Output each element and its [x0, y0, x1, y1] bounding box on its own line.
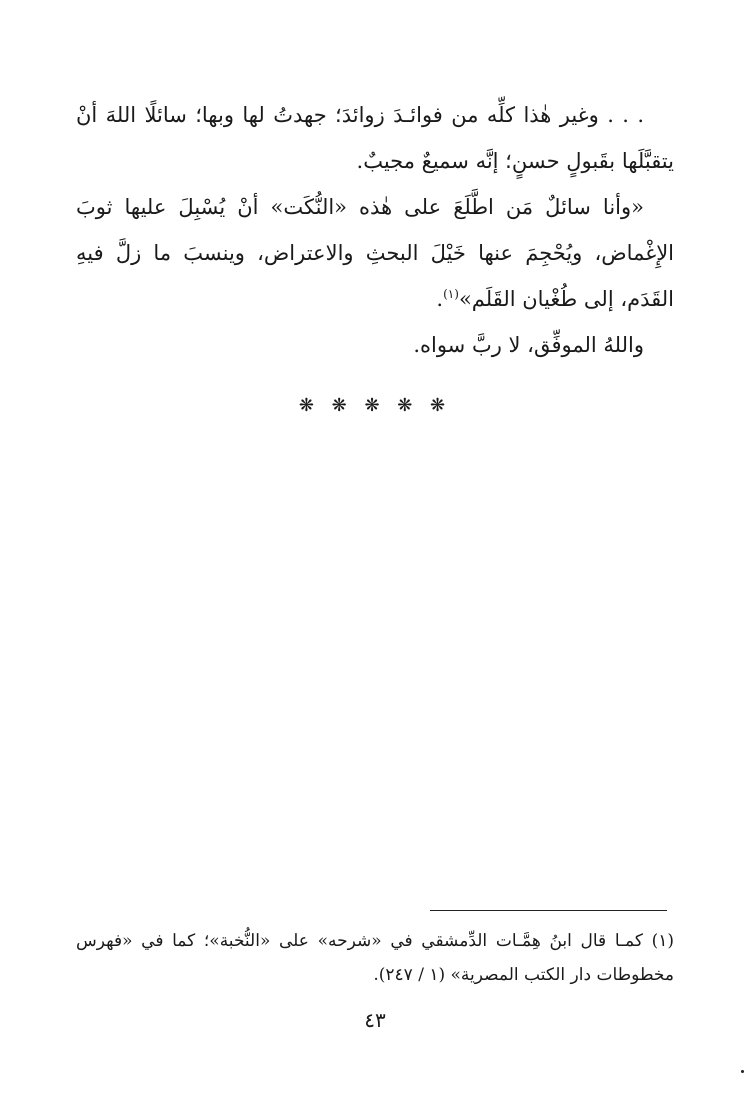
paragraph-closing-line: واللهُ الموفِّق، لا ربَّ سواه. — [413, 333, 644, 357]
footnote-divider — [430, 910, 667, 911]
paragraph-author-request — [76, 184, 674, 322]
author-request-text: «وأنا سائلٌ مَن اطَّلَعَ على هٰذه «النُّكَت» أنْ يُسْبِلَ عليها ثوبَ الإِغْماض، ويُحْجِمَ عنها خَيْلَ البحثِ والاعتراض، وينسبَ ما زلَّ فيهِ القَدَم، إلى طُغْيان القَلَم» — [76, 195, 674, 311]
paragraph-closing-supplications: . . . وغير هٰذا كلِّه من فوائـدَ زوائدَ؛ جهدتُ لها وبها؛ سائلًا اللهَ أنْ يتقبَّلَها بقَبولٍ حسنٍ؛ إنَّه سميعٌ مجيبٌ. — [76, 103, 674, 173]
section-separator: ❋ ❋ ❋ ❋ ❋ — [298, 395, 452, 416]
page-number: ٤٣ — [364, 1008, 386, 1032]
footnote-text: (١) كمـا قال ابنُ هِمَّـات الدِّمشقي في «شرحه» على «النُّخبة»؛ كما في «فهرس مخطوطات دار الكتب المصرية» (١ / ٢٤٧). — [76, 931, 674, 985]
author-request-end: . — [436, 287, 444, 311]
scan-speck — [741, 1070, 744, 1073]
footnote-reference: (١) — [443, 287, 459, 301]
main-text — [76, 92, 674, 368]
